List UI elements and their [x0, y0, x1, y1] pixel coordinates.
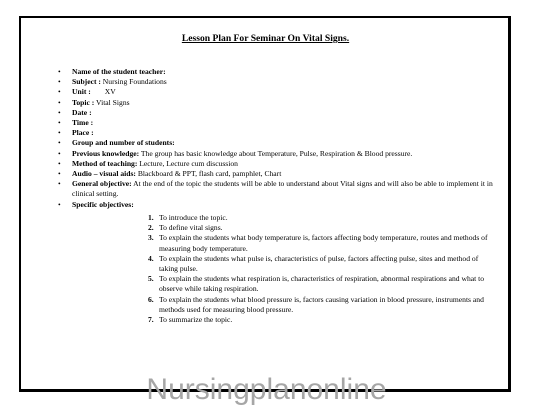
objective-number: 2.: [148, 223, 154, 233]
field-time: [58, 118, 498, 128]
field-date: [58, 108, 498, 118]
field-label: Audio – visual aids:: [72, 169, 136, 179]
objective-text: To explain the students what pulse is, characteristics of pulse, factors affecting pulse, sites and method of taking pulse.: [159, 253, 479, 274]
bullet-icon: •: [58, 148, 61, 158]
objective-text: To explain the students what respiration is, characteristics of respiration, abnormal respirations and what to observe while taking respiration.: [159, 274, 485, 294]
field-value: The group has basic knowledge about Temperature, Pulse, Respiration & Blood pressure.: [139, 148, 413, 158]
field-value: Blackboard & PPT, flash card, pamphlet, Chart: [135, 169, 282, 179]
field-subject: [58, 77, 498, 87]
field-value: Nursing Foundations: [100, 77, 167, 87]
objective-number: 5.: [148, 274, 154, 284]
objective-text: To explain the students what blood pressure is, factors causing variation in blood pressure, instruments and methods used for measuring blood pressure.: [159, 294, 484, 314]
objective-number: 7.: [148, 315, 154, 325]
bullet-icon: •: [58, 118, 61, 128]
field-label: Specific objectives:: [72, 199, 134, 209]
objective-text: To summarize the topic.: [159, 315, 233, 325]
field-label: Method of teaching:: [72, 158, 138, 168]
bullet-icon: •: [58, 97, 61, 107]
field-unit: [58, 87, 498, 97]
field-student-teacher: [58, 67, 498, 77]
page-title: Lesson Plan For Seminar On Vital Signs.: [181, 33, 350, 44]
field-general-objective: [58, 179, 498, 199]
field-av-aids: [58, 169, 498, 179]
objective-number: 6.: [148, 294, 154, 304]
objective-item: [148, 213, 488, 223]
bullet-icon: •: [58, 87, 61, 97]
bullet-icon: •: [58, 138, 61, 148]
field-label: Subject :: [72, 77, 101, 87]
bullet-icon: •: [58, 179, 61, 189]
field-method-of-teaching: [58, 159, 498, 169]
field-label: Place :: [72, 128, 94, 138]
bullet-icon: •: [58, 67, 61, 76]
objective-item: [148, 295, 488, 315]
objective-item: [148, 233, 488, 253]
field-specific-objectives: [58, 200, 498, 210]
field-label: General objective:: [72, 179, 132, 189]
bullet-icon: •: [58, 169, 61, 179]
objective-item: [148, 315, 488, 325]
field-previous-knowledge: [58, 149, 498, 159]
bullet-icon: •: [58, 128, 61, 138]
specific-objectives-list: [148, 213, 488, 325]
objective-item: [148, 223, 488, 233]
field-label: Previous knowledge:: [72, 148, 140, 158]
objective-text: To explain the students what body temperature is, factors affecting body temperature, routes and methods of measuring body temperature.: [159, 233, 488, 253]
objective-item: [148, 254, 488, 274]
field-label: Time :: [72, 118, 94, 128]
field-label: Name of the student teacher:: [72, 67, 166, 76]
field-place: [58, 128, 498, 138]
objective-text: To introduce the topic.: [159, 213, 228, 222]
bullet-icon: •: [58, 77, 61, 87]
watermark-text: Nursingplanonline: [146, 373, 387, 406]
field-label: Unit :: [72, 87, 91, 97]
field-label: Group and number of students:: [72, 138, 175, 148]
objective-text: To define vital signs.: [159, 223, 223, 233]
objective-number: 1.: [148, 213, 154, 222]
objective-item: [148, 274, 488, 294]
objective-number: 3.: [148, 233, 154, 243]
bullet-icon: •: [58, 158, 61, 168]
field-value: XV: [104, 87, 116, 97]
field-topic: [58, 98, 498, 108]
field-value: At the end of the topic the students will be able to understand about Vital signs and will also be able to implement it in clinical setting.: [72, 179, 493, 199]
field-value: Lecture, Lecture cum discussion: [137, 158, 238, 168]
field-group: [58, 138, 498, 148]
field-value: Vital Signs: [94, 97, 130, 107]
field-label: Topic :: [72, 97, 95, 107]
field-label: Date :: [72, 107, 92, 117]
bullet-icon: •: [58, 107, 61, 117]
lesson-details-list: [58, 67, 498, 210]
bullet-icon: •: [58, 199, 61, 209]
objective-number: 4.: [148, 253, 154, 263]
